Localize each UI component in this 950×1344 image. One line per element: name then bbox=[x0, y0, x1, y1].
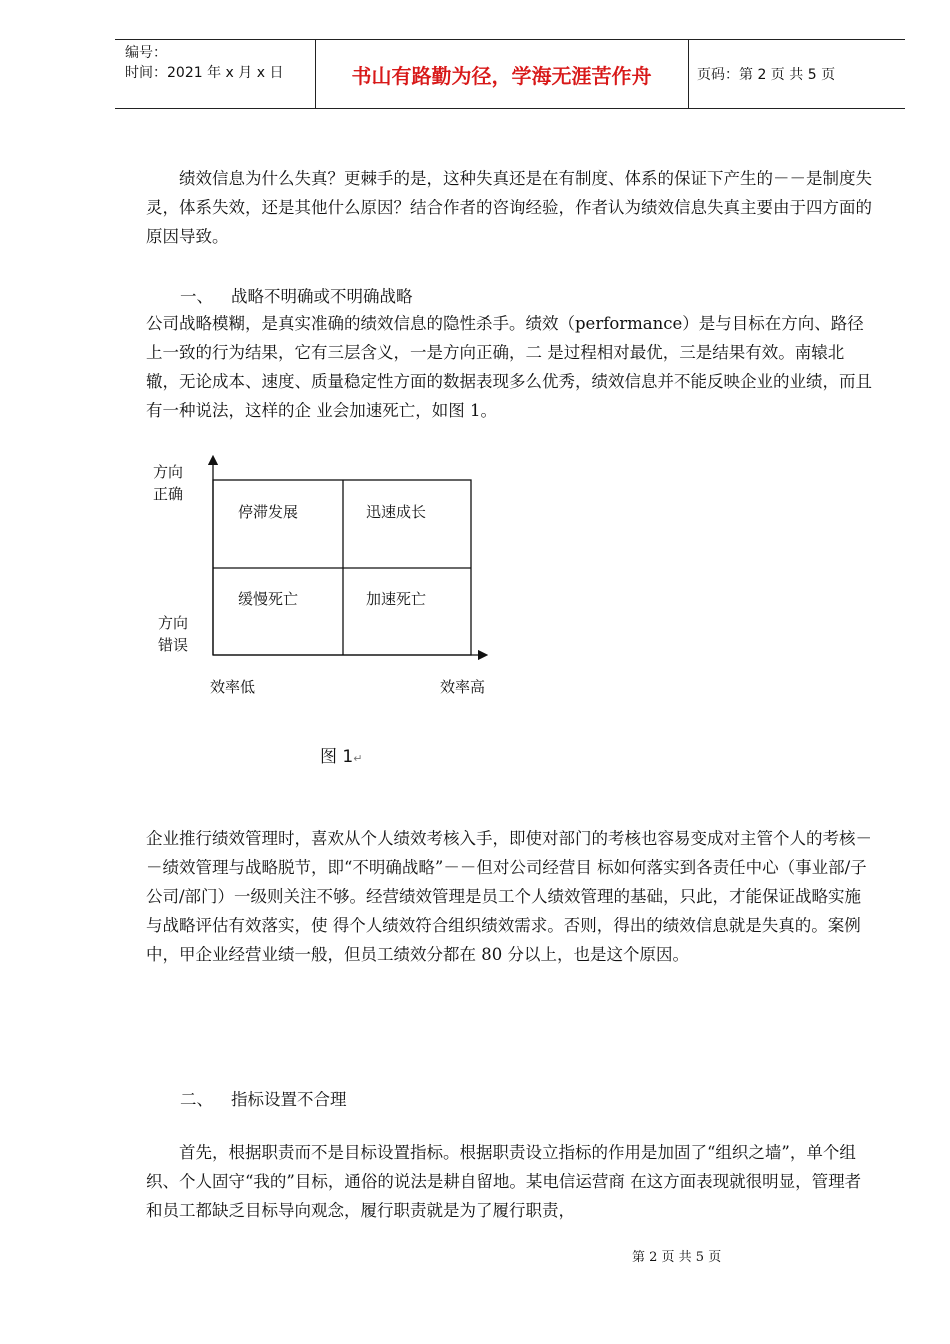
page-header bbox=[115, 39, 905, 109]
section-2-title: 指标设置不合理 bbox=[231, 1090, 347, 1109]
quadrant-slow-death: 缓慢死亡 bbox=[238, 590, 299, 608]
page-footer: 第 2 页 共 5 页 bbox=[632, 1250, 722, 1265]
section-1-paragraph: 公司战略模糊，是真实准确的绩效信息的隐性杀手。绩效（performance）是与目标在方向、路径上一致的行为结果，它有三层含义，一是方向正确，二 是过程相对最优，三是结果有效。南辕北辙，无论成本、速度、质量稳定性方面的数据表现多么优秀，绩效信息并不能反映企业的业绩，而且有一种说法，这样的企 业会加速死亡，如图 1。 bbox=[146, 314, 872, 420]
header-motto: 书山有路勤为径，学海无涯苦作舟 bbox=[315, 40, 689, 108]
section-2-number: 二、 bbox=[180, 1090, 213, 1109]
section-2-heading bbox=[180, 1086, 347, 1110]
header-page-code: 页码：第 2 页 共 5 页 bbox=[697, 67, 836, 83]
section-1-heading bbox=[180, 283, 413, 307]
intro-paragraph: 绩效信息为什么失真？更棘手的是，这种失真还是在有制度、体系的保证下产生的－－是制度失灵，体系失效，还是其他什么原因？结合作者的咨询经验，作者认为绩效信息失真主要由于四方面的原因导致。 bbox=[146, 169, 872, 246]
section-1-title: 战略不明确或不明确战略 bbox=[231, 287, 413, 306]
quadrant-rapid-growth: 迅速成长 bbox=[366, 503, 427, 521]
doc-time: 时间：2021 年 x 月 x 日 bbox=[125, 65, 284, 81]
quadrant-figure bbox=[148, 455, 508, 700]
section-1-number: 一、 bbox=[180, 287, 213, 306]
paragraph-mark: ↵ bbox=[353, 752, 363, 765]
figure-caption-text: 图 1 bbox=[320, 747, 354, 767]
paragraph-2: 企业推行绩效管理时，喜欢从个人绩效考核入手，即使对部门的考核也容易变成对主管个人的考核－－绩效管理与战略脱节，即“不明确战略”－－但对公司经营目 标如何落实到各责任中心（事业部/子公司/部门）一级则关注不够。经营绩效管理是员工个人绩效管理的基础，只此，才能保证战略实施与战略评估有效落实，使 得个人绩效符合组织绩效需求。否则，得出的绩效信息就是失真的。案例中，甲企业经营业绩一般，但员工绩效分都在 80 分以上，也是这个原因。 bbox=[146, 829, 872, 964]
x-label-right: 效率高 bbox=[440, 678, 486, 696]
y-label-bottom: 方向 错误 bbox=[158, 614, 189, 654]
header-meta bbox=[115, 40, 316, 108]
section-2-paragraph: 首先，根据职责而不是目标设置指标。根据职责设立指标的作用是加固了“组织之墙”，单个组织、个人固守“我的”目标，通俗的说法是耕自留地。某电信运营商 在这方面表现就很明显，管理者和员工都缺乏目标导向观念，履行职责就是为了履行职责， bbox=[146, 1143, 862, 1220]
doc-number: 编号： bbox=[125, 45, 167, 61]
figure-caption bbox=[320, 742, 362, 767]
quadrant-stagnant: 停滞发展 bbox=[238, 503, 299, 521]
y-label-top: 方向 正确 bbox=[153, 463, 184, 503]
quadrant-fast-death: 加速死亡 bbox=[366, 590, 427, 608]
quadrant-chart bbox=[148, 455, 508, 700]
x-label-left: 效率低 bbox=[210, 678, 256, 696]
